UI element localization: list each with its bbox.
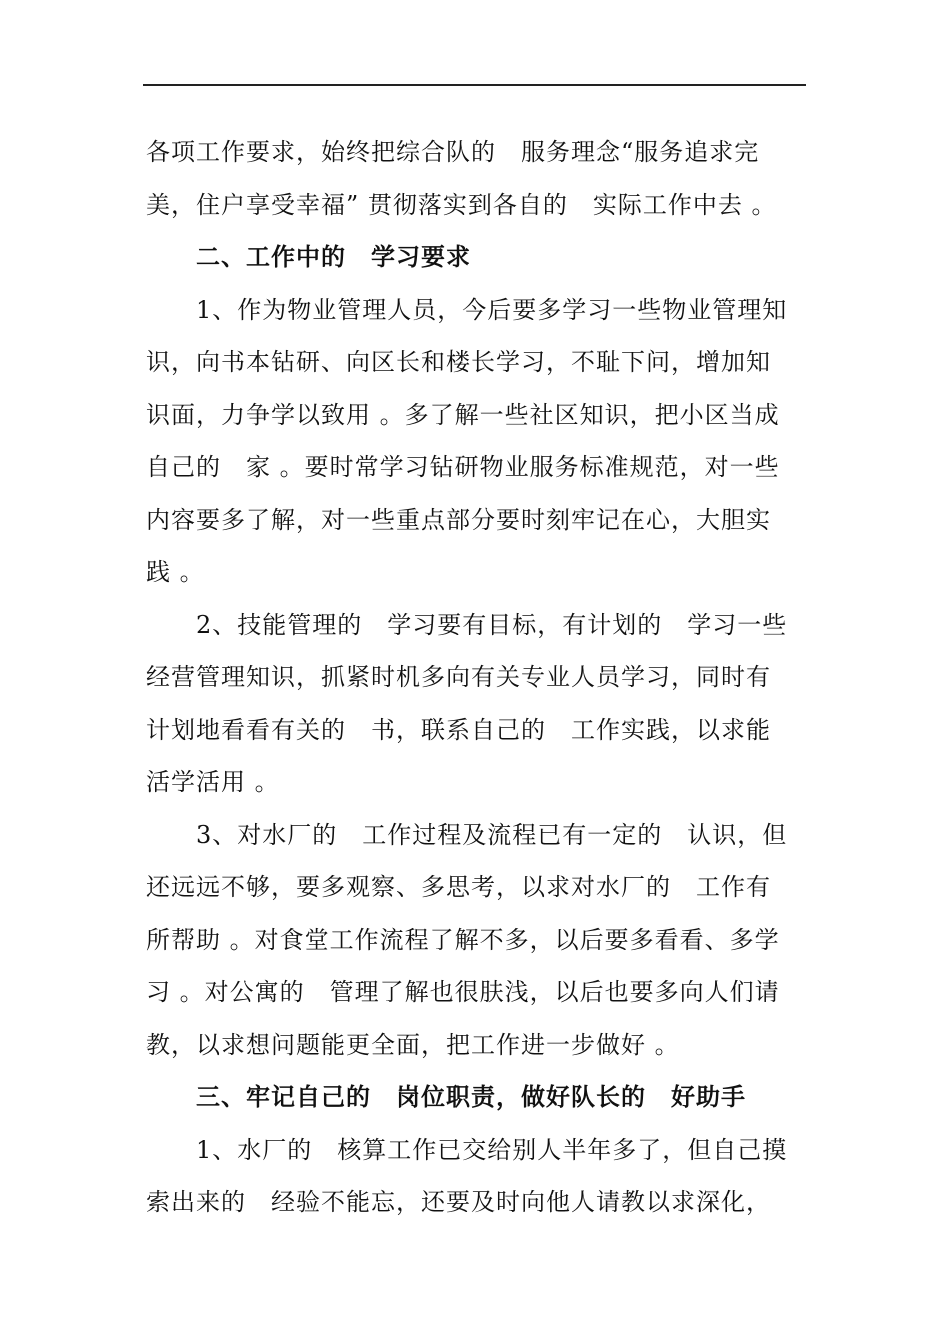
text-line: 3、对水厂的 工作过程及流程已有一定的 认识，但: [196, 820, 788, 849]
text-line: 内容要多了解，对一些重点部分要时刻牢记在心，大胆实: [146, 505, 771, 534]
text-line: 识，向书本钻研、向区长和楼长学习，不耻下问，增加知: [146, 348, 771, 376]
text-line: 活学活用 。: [146, 768, 280, 796]
text-line: 所帮助 。对食堂工作流程了解不多，以后要多看看、多学: [146, 925, 780, 954]
text-line: 教，以求想问题能更全面，把工作进一步做好 。: [146, 1030, 680, 1059]
text-line: 美，住户享受幸福” 贯彻落实到各自的 实际工作中去 。: [146, 190, 777, 219]
text-line: 1、作为物业管理人员，今后要多学习一些物业管理知: [196, 295, 788, 324]
text-line: 经营管理知识，抓紧时机多向有关专业人员学习，同时有: [146, 663, 771, 691]
section-heading: 三、牢记自己的 岗位职责，做好队长的 好助手: [196, 1082, 746, 1111]
section-heading: 二、工作中的 学习要求: [196, 242, 471, 271]
text-line: 各项工作要求，始终把综合队的 服务理念“服务追求完: [146, 138, 760, 166]
header-rule: [143, 84, 806, 86]
text-line: 计划地看看有关的 书，联系自己的 工作实践，以求能: [146, 715, 771, 744]
text-line: 识面，力争学以致用 。多了解一些社区知识，把小区当成: [146, 400, 780, 429]
text-line: 还远远不够，要多观察、多思考，以求对水厂的 工作有: [146, 873, 771, 901]
text-line: 践 。: [146, 558, 205, 586]
text-line: 自己的 家 。要时常学习钻研物业服务标准规范，对一些: [146, 453, 780, 481]
text-line: 索出来的 经验不能忘，还要及时向他人请教以求深化，: [146, 1188, 771, 1216]
text-line: 习 。对公寓的 管理了解也很肤浅，以后也要多向人们请: [146, 978, 780, 1006]
text-line: 1、水厂的 核算工作已交给别人半年多了，但自己摸: [196, 1135, 788, 1164]
document-body: [146, 126, 806, 1229]
text-line: 2、技能管理的 学习要有目标，有计划的 学习一些: [196, 610, 788, 639]
